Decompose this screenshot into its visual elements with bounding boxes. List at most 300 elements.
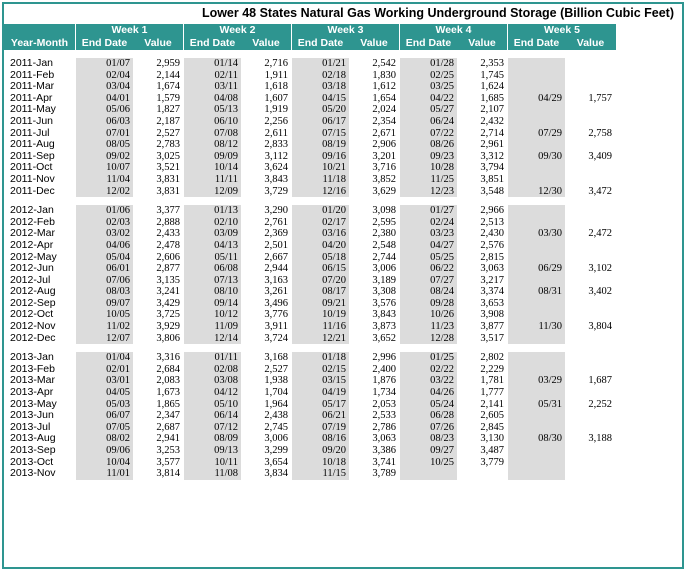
spacer-cell bbox=[565, 50, 616, 58]
spacer-cell bbox=[400, 344, 457, 352]
week-3-value-cell: 3,852 bbox=[372, 173, 396, 185]
week-5-end-date-cell bbox=[508, 445, 565, 457]
table-row bbox=[4, 104, 616, 116]
week-1-end-date-cell: 07/06 bbox=[76, 275, 133, 287]
week-2-end-date-cell: 10/14 bbox=[184, 162, 241, 174]
week-3-value-cell: 2,548 bbox=[372, 239, 396, 251]
week-2-end-date-cell: 02/08 bbox=[184, 364, 241, 376]
week-3-value-cell: 2,053 bbox=[372, 398, 396, 410]
spacer-cell bbox=[292, 50, 349, 58]
week-2-value-cell: 2,527 bbox=[264, 363, 288, 375]
week-2-end-date-cell: 12/09 bbox=[184, 186, 241, 198]
week-4-end-date-cell: 08/23 bbox=[400, 433, 457, 445]
table-row bbox=[4, 162, 616, 174]
week-2-end-date-cell: 04/08 bbox=[184, 93, 241, 105]
spacer-cell bbox=[400, 50, 457, 58]
table-row bbox=[4, 298, 616, 310]
week-5-value-cell bbox=[565, 70, 616, 82]
spacer-cell bbox=[508, 344, 565, 352]
week-3-value-cell: 2,671 bbox=[372, 127, 396, 139]
week-2-value-cell: 2,833 bbox=[264, 139, 288, 151]
week-2-end-date-cell: 08/12 bbox=[184, 139, 241, 151]
week-4-end-date-cell: 07/22 bbox=[400, 128, 457, 140]
week-5-end-date-cell bbox=[508, 468, 565, 480]
week-4-value-cell: 2,605 bbox=[480, 410, 504, 422]
table-row bbox=[4, 286, 616, 298]
week-5-value-cell bbox=[565, 298, 616, 310]
week-3-value-cell: 2,542 bbox=[372, 58, 396, 69]
week-1-value-cell: 3,806 bbox=[156, 332, 180, 344]
week-5-value-cell bbox=[565, 352, 616, 364]
week-3-end-date-cell: 07/20 bbox=[292, 275, 349, 287]
week-2-end-date-cell: 07/13 bbox=[184, 275, 241, 287]
week-4-value-cell: 3,851 bbox=[480, 173, 504, 185]
week-3-value-cell: 2,354 bbox=[372, 115, 396, 127]
week-4-value-cell: 1,685 bbox=[480, 92, 504, 104]
week-4-value-cell: 3,517 bbox=[480, 332, 504, 344]
year-month-cell: 2012-Jan bbox=[10, 204, 54, 217]
week-2-value-cell: 2,667 bbox=[264, 251, 288, 263]
week-2-value-cell: 2,369 bbox=[264, 228, 288, 240]
week-3-value-cell: 3,308 bbox=[372, 286, 396, 298]
week-4-value-cell: 3,487 bbox=[480, 445, 504, 456]
week-3-end-date-cell: 04/20 bbox=[292, 240, 349, 252]
year-month-cell: 2011-Sep bbox=[10, 149, 55, 162]
week-5-value-cell bbox=[565, 387, 616, 399]
week-3-end-date-cell: 04/15 bbox=[292, 93, 349, 105]
table-row bbox=[4, 399, 616, 411]
year-month-cell: 2011-Dec bbox=[10, 184, 55, 197]
week-3-end-date-cell: 08/16 bbox=[292, 433, 349, 445]
week-5-value-cell: 3,804 bbox=[588, 321, 612, 333]
week-1-value-cell: 1,674 bbox=[156, 81, 180, 93]
week-3-end-date-cell: 10/19 bbox=[292, 309, 349, 321]
week-2-end-date-cell: 02/11 bbox=[184, 70, 241, 82]
week-3-end-date-cell: 02/17 bbox=[292, 217, 349, 229]
week-3-end-date-cell: 06/17 bbox=[292, 116, 349, 128]
week-4-value-cell: 3,779 bbox=[480, 456, 504, 468]
year-month-cell: 2011-Jan bbox=[10, 57, 54, 69]
week-1-value-cell: 3,316 bbox=[156, 352, 180, 364]
week-1-value-cell: 2,888 bbox=[156, 216, 180, 228]
week-3-value-cell: 2,533 bbox=[372, 410, 396, 422]
week-4-end-date-cell: 07/27 bbox=[400, 275, 457, 287]
week-4-end-date-cell: 05/27 bbox=[400, 104, 457, 116]
year-month-cell: 2012-Mar bbox=[10, 227, 55, 240]
year-month-cell: 2011-Oct bbox=[10, 161, 53, 174]
week-5-end-date-cell bbox=[508, 298, 565, 310]
table-row bbox=[4, 352, 616, 364]
week-3-value-cell: 1,876 bbox=[372, 375, 396, 387]
week-1-header: Week 1 bbox=[76, 24, 184, 37]
year-month-cell: 2012-Oct bbox=[10, 308, 54, 321]
week-3-end-date-cell: 05/17 bbox=[292, 399, 349, 411]
week-5-value-cell bbox=[565, 252, 616, 264]
week-2-end-date-cell: 07/12 bbox=[184, 422, 241, 434]
week-5-value-cell bbox=[565, 445, 616, 457]
year-month-cell: 2011-Nov bbox=[10, 172, 55, 185]
week-5-end-date-cell bbox=[508, 387, 565, 399]
week-5-value-cell: 3,102 bbox=[588, 263, 612, 275]
year-month-cell: 2013-May bbox=[10, 397, 57, 410]
spacer-cell bbox=[133, 197, 184, 205]
week-3-end-date-cell: 05/18 bbox=[292, 252, 349, 264]
week-1-value-cell: 2,959 bbox=[156, 58, 180, 69]
week-3-value-cell: 3,098 bbox=[372, 205, 396, 217]
week-1-end-date-cell: 03/01 bbox=[76, 375, 133, 387]
spacer-cell bbox=[349, 197, 400, 205]
week-4-value-cell: 1,624 bbox=[480, 81, 504, 93]
week-3-header: Week 3 bbox=[292, 24, 400, 37]
group-spacer-row bbox=[4, 344, 616, 352]
week-4-value-cell: 3,908 bbox=[480, 309, 504, 321]
week-1-value-cell: 3,577 bbox=[156, 456, 180, 468]
week-4-value-cell: 2,576 bbox=[480, 239, 504, 251]
week-4-value-cell: 2,815 bbox=[480, 251, 504, 263]
week-3-end-date-cell: 09/16 bbox=[292, 151, 349, 163]
week-2-value-cell: 1,964 bbox=[264, 398, 288, 410]
week-1-end-date-cell: 12/07 bbox=[76, 333, 133, 345]
value-header: Value bbox=[565, 37, 616, 50]
week-3-end-date-cell: 08/19 bbox=[292, 139, 349, 151]
week-4-value-cell: 3,063 bbox=[480, 263, 504, 275]
week-5-value-cell bbox=[565, 162, 616, 174]
week-4-value-cell: 1,777 bbox=[480, 387, 504, 399]
group-spacer-row bbox=[4, 50, 616, 58]
week-4-end-date-cell: 01/25 bbox=[400, 352, 457, 364]
week-1-value-cell: 3,241 bbox=[156, 286, 180, 298]
week-5-value-cell bbox=[565, 422, 616, 434]
week-4-header: Week 4 bbox=[400, 24, 508, 37]
week-1-end-date-cell: 01/07 bbox=[76, 58, 133, 70]
week-3-end-date-cell: 06/21 bbox=[292, 410, 349, 422]
year-month-cell: 2012-Feb bbox=[10, 215, 55, 228]
week-1-value-cell: 1,865 bbox=[156, 398, 180, 410]
week-5-end-date-cell: 06/29 bbox=[508, 263, 565, 275]
week-1-end-date-cell: 04/05 bbox=[76, 387, 133, 399]
week-5-end-date-cell bbox=[508, 104, 565, 116]
week-2-value-cell: 3,261 bbox=[264, 286, 288, 298]
spacer-cell bbox=[241, 197, 292, 205]
week-3-end-date-cell: 10/18 bbox=[292, 457, 349, 469]
week-1-end-date-cell: 05/03 bbox=[76, 399, 133, 411]
week-2-value-cell: 2,611 bbox=[264, 127, 288, 139]
week-2-end-date-cell: 11/08 bbox=[184, 468, 241, 480]
week-4-end-date-cell: 04/27 bbox=[400, 240, 457, 252]
table-row bbox=[4, 457, 616, 469]
week-4-value-cell: 2,714 bbox=[480, 127, 504, 139]
week-3-end-date-cell: 11/18 bbox=[292, 174, 349, 186]
week-3-value-cell: 1,734 bbox=[372, 387, 396, 399]
week-1-end-date-cell: 07/05 bbox=[76, 422, 133, 434]
week-4-end-date-cell: 06/28 bbox=[400, 410, 457, 422]
week-2-end-date-cell: 11/11 bbox=[184, 174, 241, 186]
end-date-header: End Date bbox=[184, 37, 241, 50]
week-2-value-cell: 2,716 bbox=[264, 58, 288, 69]
week-5-value-cell bbox=[565, 364, 616, 376]
storage-table bbox=[4, 24, 616, 480]
year-month-cell: 2013-Apr bbox=[10, 386, 54, 399]
week-1-end-date-cell: 03/04 bbox=[76, 81, 133, 93]
week-3-end-date-cell: 12/21 bbox=[292, 333, 349, 345]
week-2-end-date-cell: 10/12 bbox=[184, 309, 241, 321]
spacer-cell bbox=[508, 197, 565, 205]
table-row bbox=[4, 240, 616, 252]
year-month-cell: 2013-Jan bbox=[10, 351, 54, 364]
week-3-value-cell: 1,654 bbox=[372, 92, 396, 104]
week-1-end-date-cell: 02/04 bbox=[76, 70, 133, 82]
spacer-cell bbox=[184, 344, 241, 352]
week-3-value-cell: 3,843 bbox=[372, 309, 396, 321]
year-month-cell: 2012-Jun bbox=[10, 262, 54, 275]
end-date-header: End Date bbox=[400, 37, 457, 50]
spacer-cell bbox=[457, 197, 508, 205]
week-2-value-cell: 3,911 bbox=[264, 321, 288, 333]
table-row bbox=[4, 174, 616, 186]
value-header: Value bbox=[241, 37, 292, 50]
year-month-cell: 2013-Feb bbox=[10, 362, 55, 375]
week-2-value-cell: 3,290 bbox=[264, 205, 288, 217]
week-2-end-date-cell: 01/13 bbox=[184, 205, 241, 217]
week-4-end-date-cell: 08/24 bbox=[400, 286, 457, 298]
week-4-value-cell: 3,312 bbox=[480, 150, 504, 162]
week-5-value-cell: 2,472 bbox=[588, 228, 612, 240]
table-row bbox=[4, 445, 616, 457]
week-5-end-date-cell: 03/29 bbox=[508, 375, 565, 387]
week-1-end-date-cell: 10/07 bbox=[76, 162, 133, 174]
table-row bbox=[4, 217, 616, 229]
week-2-value-cell: 3,496 bbox=[264, 297, 288, 309]
week-1-end-date-cell: 06/07 bbox=[76, 410, 133, 422]
table-row bbox=[4, 228, 616, 240]
week-3-end-date-cell: 03/18 bbox=[292, 81, 349, 93]
week-3-end-date-cell: 09/21 bbox=[292, 298, 349, 310]
week-5-end-date-cell bbox=[508, 275, 565, 287]
week-3-end-date-cell: 02/15 bbox=[292, 364, 349, 376]
week-5-end-date-cell bbox=[508, 252, 565, 264]
week-5-end-date-cell bbox=[508, 174, 565, 186]
week-2-value-cell: 3,163 bbox=[264, 274, 288, 286]
week-1-end-date-cell: 06/03 bbox=[76, 116, 133, 128]
week-1-value-cell: 2,347 bbox=[156, 410, 180, 422]
end-date-header: End Date bbox=[508, 37, 565, 50]
table-row bbox=[4, 375, 616, 387]
week-5-value-cell bbox=[565, 333, 616, 345]
week-4-value-cell: 2,353 bbox=[480, 58, 504, 69]
week-5-value-cell bbox=[565, 217, 616, 229]
week-3-end-date-cell: 11/16 bbox=[292, 321, 349, 333]
year-month-cell: 2012-May bbox=[10, 250, 57, 263]
spacer-cell bbox=[133, 50, 184, 58]
week-2-end-date-cell: 04/12 bbox=[184, 387, 241, 399]
week-2-value-cell: 3,729 bbox=[264, 185, 288, 197]
week-1-value-cell: 2,783 bbox=[156, 139, 180, 151]
week-1-end-date-cell: 01/04 bbox=[76, 352, 133, 364]
week-2-value-cell: 3,006 bbox=[264, 433, 288, 445]
table-row bbox=[4, 139, 616, 151]
year-month-cell: 2013-Oct bbox=[10, 455, 54, 468]
week-5-end-date-cell: 09/30 bbox=[508, 151, 565, 163]
week-1-value-cell: 3,725 bbox=[156, 309, 180, 321]
week-3-value-cell: 2,996 bbox=[372, 352, 396, 364]
week-3-end-date-cell: 04/19 bbox=[292, 387, 349, 399]
week-1-value-cell: 3,831 bbox=[156, 185, 180, 197]
week-3-end-date-cell: 01/18 bbox=[292, 352, 349, 364]
week-3-end-date-cell: 10/21 bbox=[292, 162, 349, 174]
week-1-value-cell: 3,814 bbox=[156, 468, 180, 480]
year-month-header: Year-Month bbox=[4, 37, 76, 50]
week-4-value-cell: 3,374 bbox=[480, 286, 504, 298]
week-2-value-cell: 1,911 bbox=[264, 69, 288, 81]
year-month-cell: 2013-Jul bbox=[10, 420, 51, 433]
week-5-value-cell: 2,758 bbox=[588, 127, 612, 139]
week-5-end-date-cell: 05/31 bbox=[508, 399, 565, 411]
week-1-end-date-cell: 02/01 bbox=[76, 364, 133, 376]
week-4-value-cell: 2,802 bbox=[480, 352, 504, 364]
table-row bbox=[4, 93, 616, 105]
spacer-cell bbox=[457, 50, 508, 58]
week-2-end-date-cell: 12/14 bbox=[184, 333, 241, 345]
week-1-end-date-cell: 11/04 bbox=[76, 174, 133, 186]
year-month-cell: 2013-Aug bbox=[10, 432, 56, 445]
spacer-cell bbox=[349, 50, 400, 58]
week-5-end-date-cell: 08/30 bbox=[508, 433, 565, 445]
spacer-cell bbox=[184, 50, 241, 58]
week-1-value-cell: 2,527 bbox=[156, 127, 180, 139]
week-header-row bbox=[4, 24, 616, 37]
week-5-value-cell bbox=[565, 457, 616, 469]
week-5-value-cell bbox=[565, 116, 616, 128]
week-2-end-date-cell: 09/09 bbox=[184, 151, 241, 163]
week-2-value-cell: 3,168 bbox=[264, 352, 288, 364]
week-5-end-date-cell: 08/31 bbox=[508, 286, 565, 298]
week-4-end-date-cell: 03/22 bbox=[400, 375, 457, 387]
week-4-end-date-cell: 02/24 bbox=[400, 217, 457, 229]
year-month-cell: 2012-Sep bbox=[10, 296, 56, 309]
week-3-value-cell: 3,652 bbox=[372, 332, 396, 344]
table-row bbox=[4, 410, 616, 422]
week-4-end-date-cell: 09/27 bbox=[400, 445, 457, 457]
week-1-end-date-cell: 10/05 bbox=[76, 309, 133, 321]
week-3-value-cell: 2,744 bbox=[372, 251, 396, 263]
week-3-value-cell: 2,786 bbox=[372, 421, 396, 433]
week-2-value-cell: 1,618 bbox=[264, 81, 288, 93]
week-5-value-cell: 1,757 bbox=[588, 92, 612, 104]
spacer-cell bbox=[76, 197, 133, 205]
week-3-end-date-cell: 08/17 bbox=[292, 286, 349, 298]
week-5-end-date-cell bbox=[508, 364, 565, 376]
week-3-end-date-cell: 06/15 bbox=[292, 263, 349, 275]
week-3-end-date-cell: 02/18 bbox=[292, 70, 349, 82]
week-3-value-cell: 3,741 bbox=[372, 456, 396, 468]
week-5-value-cell bbox=[565, 58, 616, 70]
year-month-cell: 2013-Nov bbox=[10, 467, 56, 480]
week-1-end-date-cell: 09/07 bbox=[76, 298, 133, 310]
week-5-end-date-cell bbox=[508, 457, 565, 469]
week-3-value-cell: 1,830 bbox=[372, 69, 396, 81]
week-2-value-cell: 3,624 bbox=[264, 162, 288, 174]
spacer-cell bbox=[76, 344, 133, 352]
week-4-value-cell: 2,107 bbox=[480, 104, 504, 116]
week-3-end-date-cell: 09/20 bbox=[292, 445, 349, 457]
week-1-value-cell: 3,377 bbox=[156, 205, 180, 217]
week-1-value-cell: 3,253 bbox=[156, 445, 180, 456]
week-2-end-date-cell: 08/10 bbox=[184, 286, 241, 298]
week-4-end-date-cell: 10/25 bbox=[400, 457, 457, 469]
table-row bbox=[4, 422, 616, 434]
week-3-end-date-cell: 11/15 bbox=[292, 468, 349, 480]
table-row bbox=[4, 263, 616, 275]
table-body bbox=[4, 50, 616, 480]
week-2-value-cell: 3,776 bbox=[264, 309, 288, 321]
week-5-end-date-cell: 07/29 bbox=[508, 128, 565, 140]
week-1-value-cell: 3,831 bbox=[156, 173, 180, 185]
week-1-end-date-cell: 11/01 bbox=[76, 468, 133, 480]
week-1-value-cell: 3,429 bbox=[156, 297, 180, 309]
value-header: Value bbox=[457, 37, 508, 50]
week-1-value-cell: 2,687 bbox=[156, 421, 180, 433]
week-3-value-cell: 2,400 bbox=[372, 363, 396, 375]
end-date-header: End Date bbox=[76, 37, 133, 50]
year-month-cell: 2012-Nov bbox=[10, 320, 56, 333]
week-3-value-cell: 3,006 bbox=[372, 263, 396, 275]
week-4-end-date-cell: 08/26 bbox=[400, 139, 457, 151]
week-4-value-cell: 1,781 bbox=[480, 375, 504, 387]
week-3-value-cell: 3,189 bbox=[372, 274, 396, 286]
week-2-end-date-cell: 06/14 bbox=[184, 410, 241, 422]
week-5-end-date-cell bbox=[508, 58, 565, 70]
week-3-value-cell: 3,201 bbox=[372, 150, 396, 162]
week-4-value-cell: 3,653 bbox=[480, 297, 504, 309]
week-1-value-cell: 3,135 bbox=[156, 274, 180, 286]
week-3-value-cell: 3,716 bbox=[372, 162, 396, 174]
week-4-value-cell: 1,745 bbox=[480, 69, 504, 81]
week-1-value-cell: 2,144 bbox=[156, 69, 180, 81]
week-1-value-cell: 3,521 bbox=[156, 162, 180, 174]
week-3-end-date-cell: 03/16 bbox=[292, 228, 349, 240]
table-row bbox=[4, 433, 616, 445]
week-4-value-cell: 2,141 bbox=[480, 398, 504, 410]
week-2-value-cell: 3,843 bbox=[264, 173, 288, 185]
week-5-value-cell bbox=[565, 104, 616, 116]
week-2-value-cell: 1,919 bbox=[264, 104, 288, 116]
week-1-value-cell: 2,606 bbox=[156, 251, 180, 263]
week-5-end-date-cell: 12/30 bbox=[508, 186, 565, 198]
week-4-value-cell: 2,845 bbox=[480, 421, 504, 433]
week-2-value-cell: 1,607 bbox=[264, 92, 288, 104]
week-1-end-date-cell: 04/01 bbox=[76, 93, 133, 105]
week-3-value-cell: 1,612 bbox=[372, 81, 396, 93]
week-2-end-date-cell: 05/13 bbox=[184, 104, 241, 116]
week-2-end-date-cell: 04/13 bbox=[184, 240, 241, 252]
spacer-cell bbox=[292, 344, 349, 352]
week-2-end-date-cell: 05/11 bbox=[184, 252, 241, 264]
table-row bbox=[4, 58, 616, 70]
week-1-end-date-cell: 02/03 bbox=[76, 217, 133, 229]
week-4-value-cell: 3,130 bbox=[480, 433, 504, 445]
week-1-value-cell: 2,478 bbox=[156, 239, 180, 251]
spacer-cell bbox=[457, 344, 508, 352]
week-4-end-date-cell: 03/25 bbox=[400, 81, 457, 93]
week-2-end-date-cell: 01/11 bbox=[184, 352, 241, 364]
week-2-end-date-cell: 05/10 bbox=[184, 399, 241, 411]
week-4-end-date-cell: 05/24 bbox=[400, 399, 457, 411]
week-2-end-date-cell: 10/11 bbox=[184, 457, 241, 469]
week-1-end-date-cell: 07/01 bbox=[76, 128, 133, 140]
table-row bbox=[4, 309, 616, 321]
week-5-value-cell: 1,687 bbox=[588, 375, 612, 387]
week-4-end-date-cell: 01/27 bbox=[400, 205, 457, 217]
